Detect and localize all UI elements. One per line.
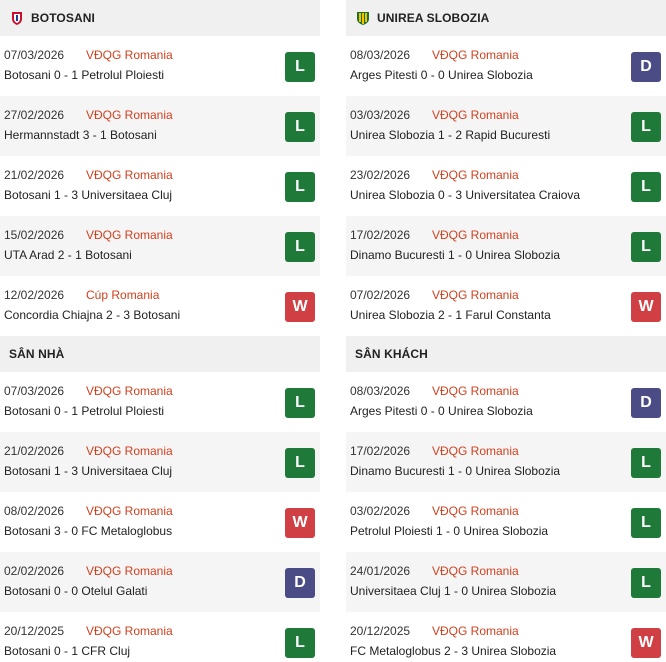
match-competition[interactable]: VĐQG Romania — [86, 108, 173, 122]
result-badge: L — [631, 448, 661, 478]
match-row[interactable] — [0, 492, 320, 552]
match-competition[interactable]: VĐQG Romania — [432, 504, 519, 518]
match-row[interactable] — [346, 216, 666, 276]
match-score[interactable]: Botosani 0 - 1 Petrolul Ploiesti — [4, 404, 165, 418]
unirea-slobozia-crest-icon — [355, 10, 371, 26]
match-row[interactable] — [0, 432, 320, 492]
match-competition[interactable]: VĐQG Romania — [86, 228, 173, 242]
match-row[interactable] — [346, 156, 666, 216]
match-row[interactable] — [346, 96, 666, 156]
result-badge: L — [631, 568, 661, 598]
result-badge: D — [631, 388, 661, 418]
match-row[interactable] — [346, 612, 666, 662]
unirea-recent-list — [346, 36, 666, 336]
match-date: 03/03/2026 — [350, 108, 411, 122]
result-badge: L — [285, 112, 315, 142]
match-score[interactable]: Unirea Slobozia 2 - 1 Farul Constanta — [350, 308, 551, 322]
match-row[interactable] — [346, 36, 666, 96]
match-competition[interactable]: VĐQG Romania — [432, 624, 519, 638]
unirea-column — [346, 0, 666, 662]
match-score[interactable]: Botosani 0 - 0 Otelul Galati — [4, 584, 148, 598]
match-score[interactable]: Hermannstadt 3 - 1 Botosani — [4, 128, 157, 142]
match-competition[interactable]: VĐQG Romania — [86, 48, 173, 62]
section-title: BOTOSANI — [31, 11, 95, 25]
match-date: 07/03/2026 — [4, 48, 65, 62]
match-date: 20/12/2025 — [350, 624, 411, 638]
match-row[interactable] — [0, 96, 320, 156]
match-competition[interactable]: VĐQG Romania — [86, 444, 173, 458]
match-date: 24/01/2026 — [350, 564, 411, 578]
result-badge: L — [285, 628, 315, 658]
match-date: 03/02/2026 — [350, 504, 411, 518]
match-score[interactable]: Petrolul Ploiesti 1 - 0 Unirea Slobozia — [350, 524, 549, 538]
match-score[interactable]: Botosani 1 - 3 Universitaea Cluj — [4, 188, 173, 202]
result-badge: L — [631, 508, 661, 538]
match-row[interactable] — [0, 372, 320, 432]
match-row[interactable] — [0, 36, 320, 96]
match-date: 15/02/2026 — [4, 228, 65, 242]
match-date: 12/02/2026 — [4, 288, 65, 302]
match-score[interactable]: Concordia Chiajna 2 - 3 Botosani — [4, 308, 181, 322]
match-row[interactable] — [0, 216, 320, 276]
result-badge: W — [631, 292, 661, 322]
match-score[interactable]: UTA Arad 2 - 1 Botosani — [4, 248, 132, 262]
match-date: 02/02/2026 — [4, 564, 65, 578]
match-score[interactable]: Arges Pitesti 0 - 0 Unirea Slobozia — [350, 68, 533, 82]
match-score[interactable]: Universitaea Cluj 1 - 0 Unirea Slobozia — [350, 584, 557, 598]
match-competition[interactable]: VĐQG Romania — [432, 564, 519, 578]
match-score[interactable]: Dinamo Bucuresti 1 - 0 Unirea Slobozia — [350, 248, 561, 262]
match-date: 07/03/2026 — [4, 384, 65, 398]
result-badge: D — [631, 52, 661, 82]
match-competition[interactable]: VĐQG Romania — [432, 48, 519, 62]
match-date: 17/02/2026 — [350, 228, 411, 242]
section-title: SÂN NHÀ — [9, 347, 65, 361]
result-badge: L — [285, 52, 315, 82]
match-row[interactable] — [346, 276, 666, 336]
match-competition[interactable]: VĐQG Romania — [86, 384, 173, 398]
match-date: 17/02/2026 — [350, 444, 411, 458]
match-competition[interactable]: VĐQG Romania — [432, 168, 519, 182]
match-competition[interactable]: VĐQG Romania — [86, 504, 173, 518]
match-date: 20/12/2025 — [4, 624, 65, 638]
match-competition[interactable]: VĐQG Romania — [86, 624, 173, 638]
botosani-home-list — [0, 372, 320, 662]
match-competition[interactable]: Cúp Romania — [86, 288, 160, 302]
match-competition[interactable]: VĐQG Romania — [432, 108, 519, 122]
match-row[interactable] — [346, 552, 666, 612]
result-badge: W — [631, 628, 661, 658]
match-score[interactable]: Botosani 3 - 0 FC Metaloglobus — [4, 524, 173, 538]
match-competition[interactable]: VĐQG Romania — [432, 444, 519, 458]
result-badge: D — [285, 568, 315, 598]
result-badge: W — [285, 508, 315, 538]
match-date: 08/03/2026 — [350, 48, 411, 62]
match-score[interactable]: Botosani 0 - 1 CFR Cluj — [4, 644, 131, 658]
result-badge: L — [285, 388, 315, 418]
result-badge: L — [285, 232, 315, 262]
match-row[interactable] — [346, 492, 666, 552]
match-row[interactable] — [0, 276, 320, 336]
section-title: UNIREA SLOBOZIA — [377, 11, 490, 25]
match-competition[interactable]: VĐQG Romania — [432, 228, 519, 242]
result-badge: L — [631, 232, 661, 262]
match-date: 08/02/2026 — [4, 504, 65, 518]
match-competition[interactable]: VĐQG Romania — [86, 168, 173, 182]
match-score[interactable]: Unirea Slobozia 0 - 3 Universitatea Craiova — [350, 188, 581, 202]
match-competition[interactable]: VĐQG Romania — [432, 288, 519, 302]
botosani-crest-icon — [9, 10, 25, 26]
result-badge: L — [631, 172, 661, 202]
section-title: SÂN KHÁCH — [355, 347, 428, 361]
match-date: 08/03/2026 — [350, 384, 411, 398]
match-date: 27/02/2026 — [4, 108, 65, 122]
match-date: 21/02/2026 — [4, 168, 65, 182]
match-competition[interactable]: VĐQG Romania — [432, 384, 519, 398]
botosani-recent-list — [0, 36, 320, 336]
away-header — [346, 336, 666, 372]
match-score[interactable]: Unirea Slobozia 1 - 2 Rapid Bucuresti — [350, 128, 551, 142]
home-header — [0, 336, 320, 372]
result-badge: W — [285, 292, 315, 322]
match-score[interactable]: Botosani 0 - 1 Petrolul Ploiesti — [4, 68, 165, 82]
unirea-recent-header — [346, 0, 666, 36]
match-row[interactable] — [0, 612, 320, 662]
result-badge: L — [285, 448, 315, 478]
match-score[interactable]: Arges Pitesti 0 - 0 Unirea Slobozia — [350, 404, 533, 418]
match-date: 07/02/2026 — [350, 288, 411, 302]
match-date: 21/02/2026 — [4, 444, 65, 458]
match-competition[interactable]: VĐQG Romania — [86, 564, 173, 578]
unirea-away-list — [346, 372, 666, 662]
match-row[interactable] — [346, 432, 666, 492]
match-row[interactable] — [0, 552, 320, 612]
match-score[interactable]: FC Metaloglobus 2 - 3 Unirea Slobozia — [350, 644, 557, 658]
match-score[interactable]: Botosani 1 - 3 Universitaea Cluj — [4, 464, 173, 478]
result-badge: L — [285, 172, 315, 202]
match-date: 23/02/2026 — [350, 168, 411, 182]
match-score[interactable]: Dinamo Bucuresti 1 - 0 Unirea Slobozia — [350, 464, 561, 478]
match-row[interactable] — [0, 156, 320, 216]
result-badge: L — [631, 112, 661, 142]
match-row[interactable] — [346, 372, 666, 432]
botosani-column — [0, 0, 320, 662]
botosani-recent-header — [0, 0, 320, 36]
